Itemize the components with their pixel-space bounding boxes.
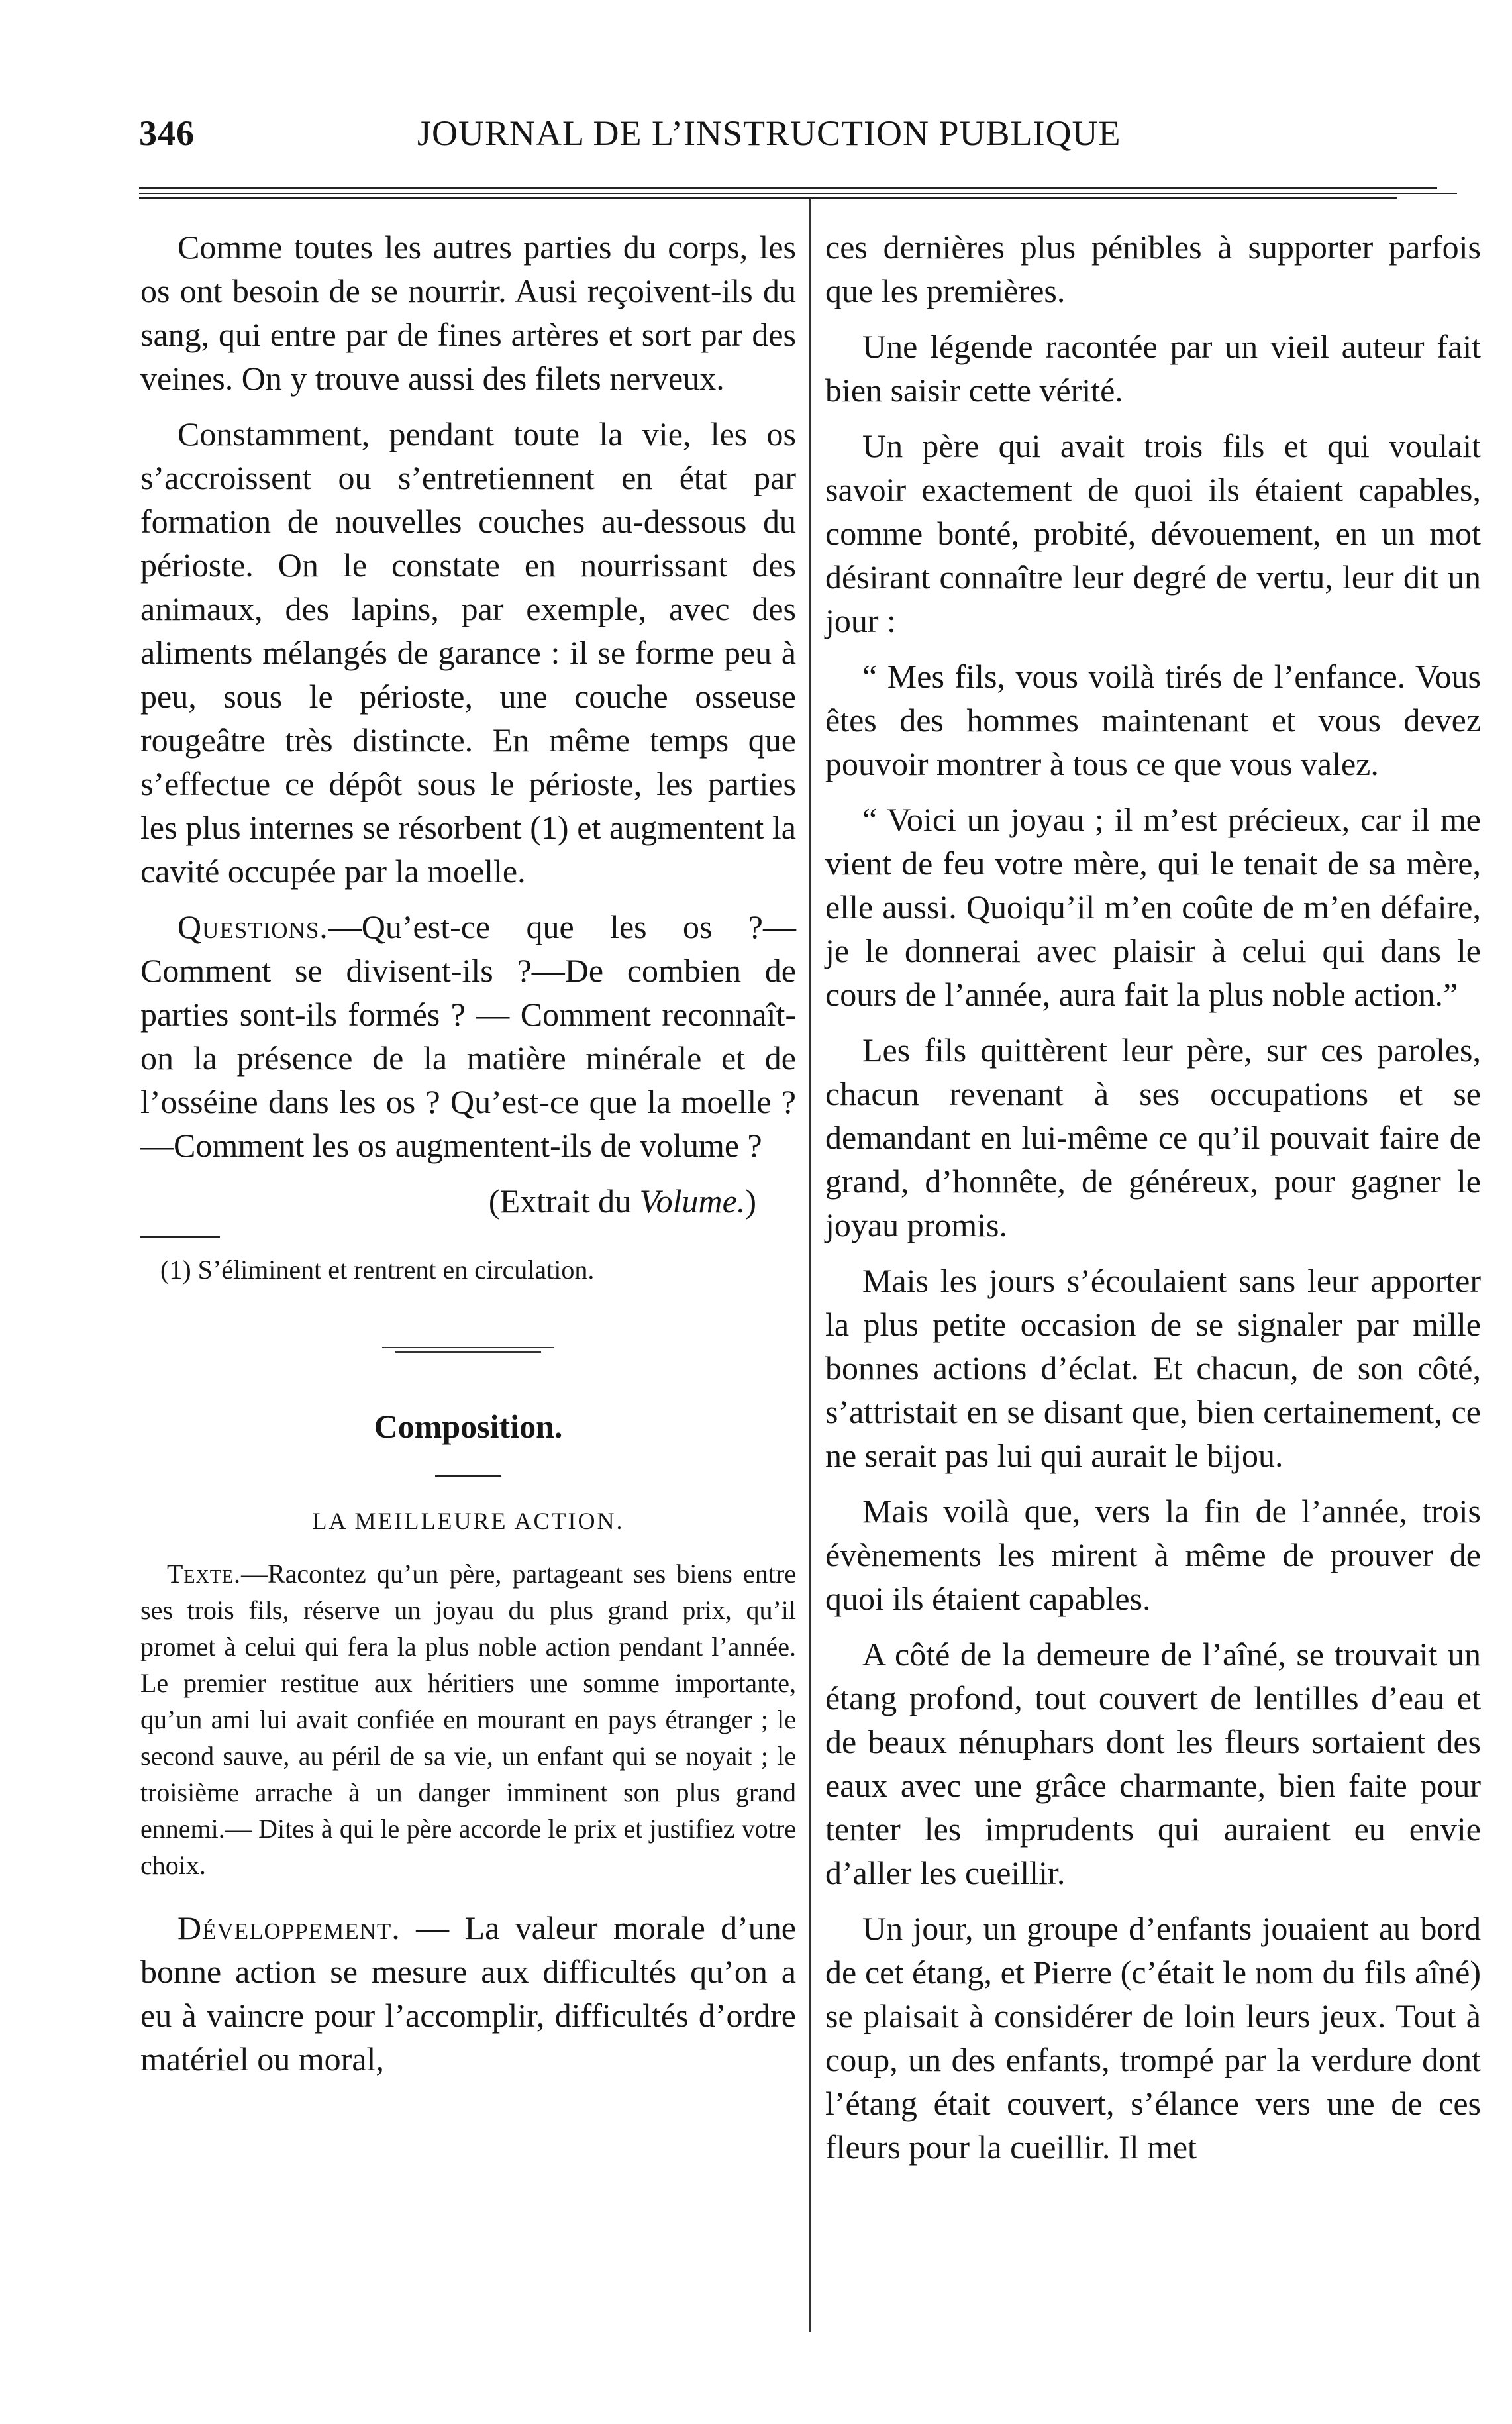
left-column xyxy=(140,225,796,2093)
paragraph: Comme toutes les autres parties du corps, les os ont besoin de se nourrir. Ausi reçoivent-ils du sang, qui entre par de fines artères et sort par des veines. On y trouve aussi des filets nerveux. xyxy=(140,229,796,397)
separator-line xyxy=(395,1351,541,1353)
column-divider xyxy=(809,199,811,2332)
paragraph: Constamment, pendant toute la vie, les os s’accroissent ou s’entretiennent en état par formation de nouvelles couches au-dessous du périoste. On le constate en nourrissant des animaux, des lapins, par exemple, avec des aliments mélangés de garance : il se forme peu à peu, sous le périoste, une couche osseuse rougeâtre très distincte. En même temps que s’effectue ce dépôt sous le périoste, les parties les plus internes se résorbent (1) et augmentent la cavité occupée par la moelle. xyxy=(140,415,796,890)
separator-line xyxy=(382,1347,554,1348)
questions-text: —Qu’est-ce que les os ?—Comment se divisent-ils ?—De combien de parties sont-ils formés ? — Comment reconnaît-on la présence de la matière minérale et de l’osséine dans les os ? Qu’est-ce que la moelle ?—Comment les os augmentent-ils de volume ? xyxy=(140,908,796,1164)
texte-label: Texte. xyxy=(167,1559,241,1589)
running-title: JOURNAL DE L’INSTRUCTION PUBLIQUE xyxy=(417,113,1121,153)
section-title: Composition. xyxy=(374,1408,563,1445)
texte-paragraph xyxy=(140,1555,796,1883)
paragraph: A côté de la demeure de l’aîné, se trouvait un étang profond, tout couvert de lentilles d’eau et de beaux nénuphars dont les fleurs sortaient des eaux avec une grâce charmante, bien faite pour tenter les imprudents qui auraient eu envie d’aller les cueillir. xyxy=(825,1636,1481,1891)
header-rule-line xyxy=(139,197,1397,199)
source-suffix: ) xyxy=(745,1183,756,1220)
section-subtitle: LA MEILLEURE ACTION. xyxy=(312,1508,625,1534)
source-citation xyxy=(140,1179,756,1223)
page-header xyxy=(139,113,1344,166)
source-italic: Volume. xyxy=(639,1183,746,1220)
paragraph: Mais les jours s’écoulaient sans leur apporter la plus petite occasion de se signaler par mille bonnes actions d’éclat. Et chacun, de son côté, s’attristait en se disant que, bien certainement, ce ne serait pas lui qui aurait le bijou. xyxy=(825,1262,1481,1474)
questions-label: Questions. xyxy=(177,908,328,945)
section-separator xyxy=(382,1347,554,1353)
paragraph: Un jour, un groupe d’enfants jouaient au bord de cet étang, et Pierre (c’était le nom du fils aîné) se plaisait à considérer de loin leurs jeux. Tout à coup, un des enfants, trompé par la verdure dont l’étang était couvert, s’élance vers une de ces fleurs pour la cueillir. Il met xyxy=(825,1910,1481,2166)
paragraph: “ Mes fils, vous voilà tirés de l’enfance. Vous êtes des hommes maintenant et vous devez pouvoir montrer à tous ce que vous valez. xyxy=(825,658,1481,782)
right-column xyxy=(825,225,1481,2181)
footnote-rule xyxy=(140,1236,220,1238)
paragraph: Mais voilà que, vers la fin de l’année, trois évènements les mirent à même de prouver de quoi ils étaient capables. xyxy=(825,1493,1481,1617)
header-rule-line xyxy=(139,193,1457,194)
paragraph: Les fils quittèrent leur père, sur ces paroles, chacun revenant à ses occupations et se demandant en lui-même ce qu’il pouvait faire de grand, d’honnête, de généreux, pour gagner le joyau promis. xyxy=(825,1031,1481,1243)
header-rule xyxy=(139,187,1457,199)
developpement-paragraph xyxy=(140,1906,796,2081)
paragraph: “ Voici un joyau ; il m’est précieux, car il me vient de feu votre mère, qui le tenait de sa mère, elle aussi. Quoiqu’il m’en coûte de m’en défaire, je le donnerai avec plaisir à celui qui dans le cours de l’année, aura fait la plus noble action.” xyxy=(825,801,1481,1013)
title-rule xyxy=(435,1475,501,1477)
developpement-body: — La valeur morale d’une bonne action se mesure aux difficultés qu’on a eu à vaincre pour l’accomplir, difficultés d’ordre matériel ou moral, xyxy=(140,1909,796,2078)
paragraph: ces dernières plus pénibles à supporter parfois que les premières. xyxy=(825,229,1481,309)
questions-paragraph xyxy=(140,905,796,1167)
texte-body: —Racontez qu’un père, partageant ses biens entre ses trois fils, réserve un joyau du plus grand prix, qu’il promet à celui qui fera la plus noble action pendant l’année. Le premier restitue aux héritiers une somme importante, qu’un ami lui avait confiée en mourant en pays étranger ; le second sauve, au péril de sa vie, un enfant qui se noyait ; le troisième arrache à un danger imminent son plus grand ennemi.— Dites à qui le père accorde le prix et justifiez votre choix. xyxy=(140,1559,796,1880)
footnote: (1) S’éliminent et rentrent en circulation. xyxy=(160,1255,595,1285)
header-rule-line xyxy=(139,187,1437,189)
paragraph: Un père qui avait trois fils et qui voulait savoir exactement de quoi ils étaient capables, comme bonté, probité, dévouement, en un mot désirant connaître leur degré de vertu, leur dit un jour : xyxy=(825,427,1481,639)
paragraph: Une légende racontée par un vieil auteur fait bien saisir cette vérité. xyxy=(825,328,1481,409)
page-number: 346 xyxy=(139,113,195,153)
source-prefix: (Extrait du xyxy=(488,1183,640,1220)
developpement-label: Développement. xyxy=(177,1909,401,1946)
